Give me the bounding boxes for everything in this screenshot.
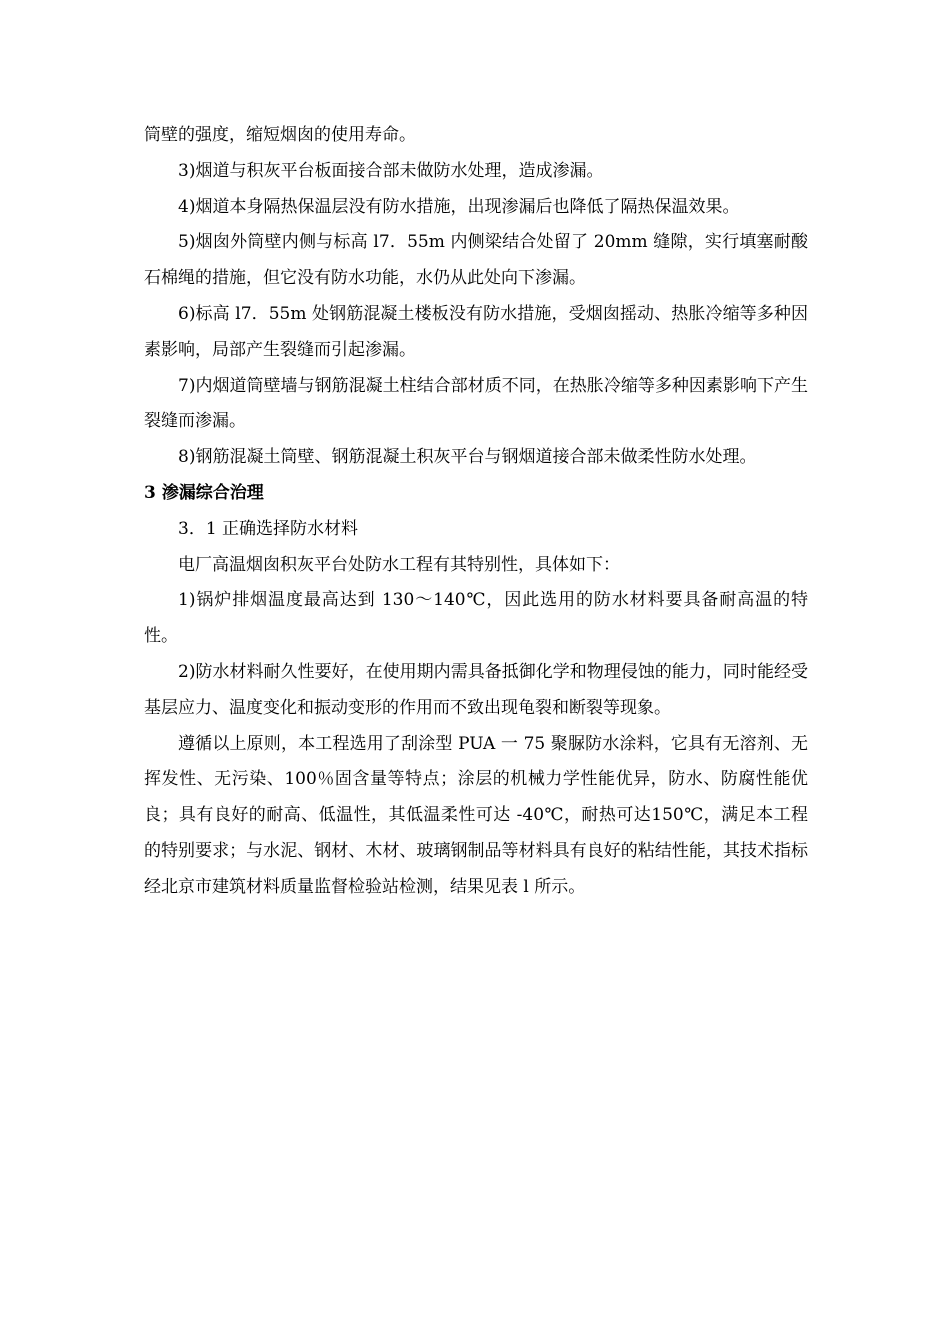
paragraph: 4)烟道本身隔热保温层没有防水措施，出现渗漏后也降低了隔热保温效果。 bbox=[178, 196, 740, 217]
paragraph: 2)防水材料耐久性要好，在使用期内需具备抵御化学和物理侵蚀的能力，同时能经受基层应力、温度变化和振动变形的作用而不致出现龟裂和断裂等现象。 bbox=[144, 661, 808, 718]
paragraph: 8)钢筋混凝土筒壁、钢筋混凝土积灰平台与钢烟道接合部未做柔性防水处理。 bbox=[178, 447, 757, 468]
section-heading: 3 渗漏综合治理 bbox=[144, 482, 264, 503]
paragraph: 电厂高温烟囱积灰平台处防水工程有其特别性，具体如下： bbox=[178, 554, 620, 575]
paragraph: 7)内烟道筒壁墙与钢筋混凝土柱结合部材质不同，在热胀冷缩等多种因素影响下产生裂缝而渗漏。 bbox=[144, 375, 808, 432]
paragraph: 3)烟道与积灰平台板面接合部未做防水处理，造成渗漏。 bbox=[178, 160, 604, 181]
paragraph: 筒壁的强度，缩短烟囱的使用寿命。 bbox=[144, 125, 416, 145]
paragraph: 1)锅炉排烟温度最高达到 130～140℃，因此选用的防水材料要具备耐高温的特性。 bbox=[144, 590, 808, 647]
paragraph: 6)标高 l7．55m 处钢筋混凝土楼板没有防水措施，受烟囱摇动、热胀冷缩等多种因素影响，局部产生裂缝而引起渗漏。 bbox=[144, 303, 808, 360]
subsection-heading: 3．1 正确选择防水材料 bbox=[178, 518, 359, 539]
document-body bbox=[144, 118, 808, 906]
paragraph: 5)烟囱外筒壁内侧与标高 l7．55m 内侧梁结合处留了 20mm 缝隙，实行填塞耐酸石棉绳的措施，但它没有防水功能，水仍从此处向下渗漏。 bbox=[144, 232, 808, 289]
paragraph: 遵循以上原则，本工程选用了刮涂型 PUA 一 75 聚脲防水涂料，它具有无溶剂、无挥发性、无污染、100％固含量等特点；涂层的机械力学性能优异，防水、防腐性能优良；具有良好的耐高、低温性，其低温柔性可达 -40℃，耐热可达150℃，满足本工程的特别要求；与水泥、钢材、木材、玻璃钢制品等材料具有良好的粘结性能，其技术指标经北京市建筑材料质量监督检验站检测，结果见表 l 所示。 bbox=[144, 733, 808, 897]
